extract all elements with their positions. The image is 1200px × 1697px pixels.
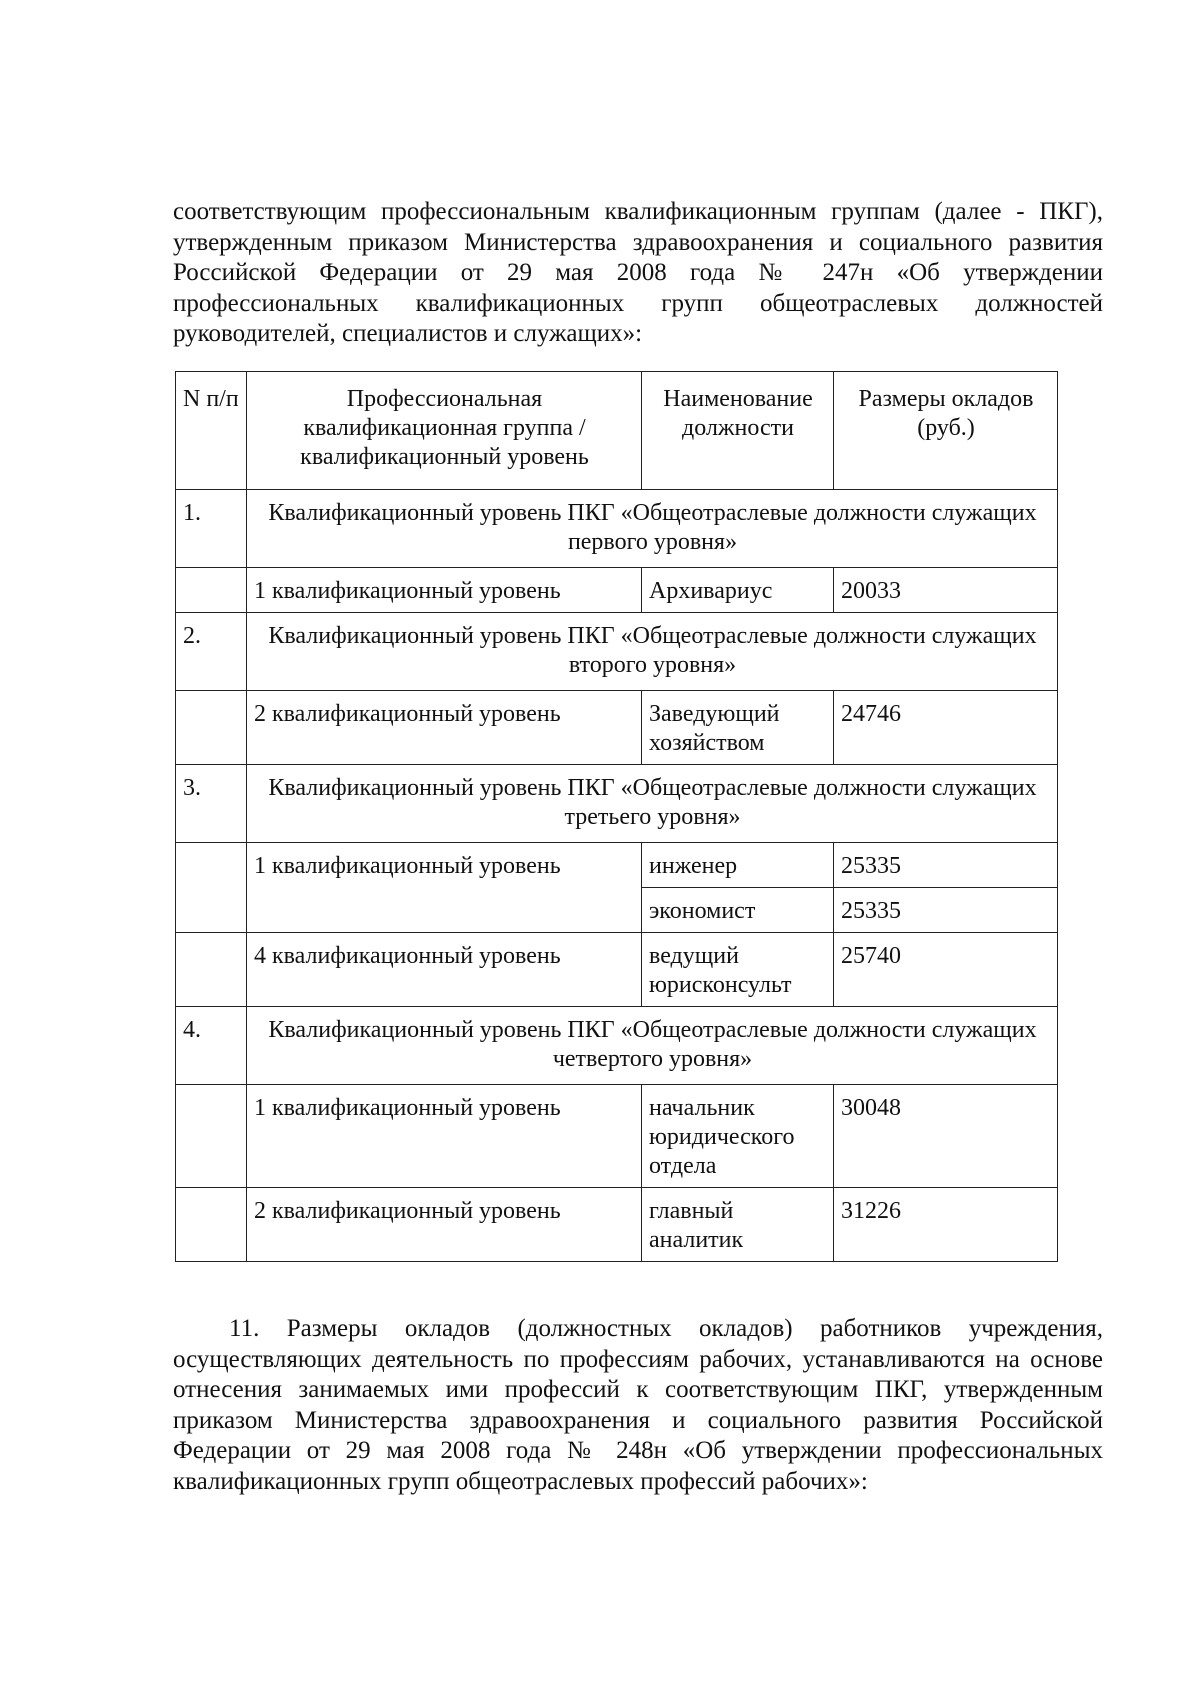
table-row bbox=[176, 1188, 1058, 1262]
group-number: 3. bbox=[176, 765, 247, 843]
group-title: Квалификационный уровень ПКГ «Общеотраслевые должности служащих первого уровня» bbox=[247, 490, 1058, 568]
group-row bbox=[176, 490, 1058, 568]
position-cell: ведущий юрисконсульт bbox=[642, 933, 834, 1007]
empty-num-cell bbox=[176, 1085, 247, 1188]
level-cell: 4 квалификационный уровень bbox=[247, 933, 642, 1007]
salary-cell: 25740 bbox=[834, 933, 1058, 1007]
group-number: 4. bbox=[176, 1007, 247, 1085]
salary-cell: 25335 bbox=[834, 888, 1058, 933]
empty-num-cell bbox=[176, 691, 247, 765]
salary-table bbox=[175, 371, 1058, 1262]
group-title: Квалификационный уровень ПКГ «Общеотраслевые должности служащих третьего уровня» bbox=[247, 765, 1058, 843]
salary-cell: 20033 bbox=[834, 568, 1058, 613]
table-header-row bbox=[176, 372, 1058, 490]
level-cell: 1 квалификационный уровень bbox=[247, 1085, 642, 1188]
position-cell: экономист bbox=[642, 888, 834, 933]
salary-cell: 31226 bbox=[834, 1188, 1058, 1262]
position-cell: Заведующий хозяйством bbox=[642, 691, 834, 765]
header-position: Наименование должности bbox=[642, 372, 834, 490]
salary-cell: 25335 bbox=[834, 843, 1058, 888]
table-row bbox=[176, 1085, 1058, 1188]
group-title: Квалификационный уровень ПКГ «Общеотраслевые должности служащих четвертого уровня» bbox=[247, 1007, 1058, 1085]
intro-paragraph: соответствующим профессиональным квалификационным группам (далее - ПКГ), утвержденным приказом Министерства здравоохранения и социального развития Российской Федерации от 29 мая 2008 года № 247н «Об утверждении профессиональных квалификационных групп общеотраслевых должностей руководителей, специалистов и служащих»: bbox=[173, 198, 1103, 347]
position-cell: Архивариус bbox=[642, 568, 834, 613]
salary-cell: 24746 bbox=[834, 691, 1058, 765]
level-cell: 1 квалификационный уровень bbox=[247, 568, 642, 613]
group-row bbox=[176, 1007, 1058, 1085]
position-cell: главный аналитик bbox=[642, 1188, 834, 1262]
group-number: 1. bbox=[176, 490, 247, 568]
table-row bbox=[176, 568, 1058, 613]
empty-num-cell bbox=[176, 1188, 247, 1262]
group-row bbox=[176, 613, 1058, 691]
level-cell: 2 квалификационный уровень bbox=[247, 691, 642, 765]
empty-num-cell bbox=[176, 568, 247, 613]
group-number: 2. bbox=[176, 613, 247, 691]
header-salary: Размеры окладов (руб.) bbox=[834, 372, 1058, 490]
position-cell: инженер bbox=[642, 843, 834, 888]
salary-cell: 30048 bbox=[834, 1085, 1058, 1188]
level-cell: 1 квалификационный уровень bbox=[247, 843, 642, 933]
position-cell: начальник юридического отдела bbox=[642, 1085, 834, 1188]
group-title: Квалификационный уровень ПКГ «Общеотраслевые должности служащих второго уровня» bbox=[247, 613, 1058, 691]
empty-num-cell bbox=[176, 843, 247, 933]
level-cell: 2 квалификационный уровень bbox=[247, 1188, 642, 1262]
header-group: Профессиональная квалификационная группа / квалификационный уровень bbox=[247, 372, 642, 490]
group-row bbox=[176, 765, 1058, 843]
table-row bbox=[176, 843, 1058, 888]
empty-num-cell bbox=[176, 933, 247, 1007]
table-row bbox=[176, 933, 1058, 1007]
closing-paragraph: 11. Размеры окладов (должностных окладов) работников учреждения, осуществляющих деятельность по профессиям рабочих, устанавливаются на основе отнесения занимаемых ими профессий к соответствующим ПКГ, утвержденным приказом Министерства здравоохранения и социального развития Российской Федерации от 29 мая 2008 года № 248н «Об утверждении профессиональных квалификационных групп общеотраслевых профессий рабочих»: bbox=[173, 1315, 1103, 1495]
header-num: N п/п bbox=[176, 372, 247, 490]
table-row bbox=[176, 691, 1058, 765]
